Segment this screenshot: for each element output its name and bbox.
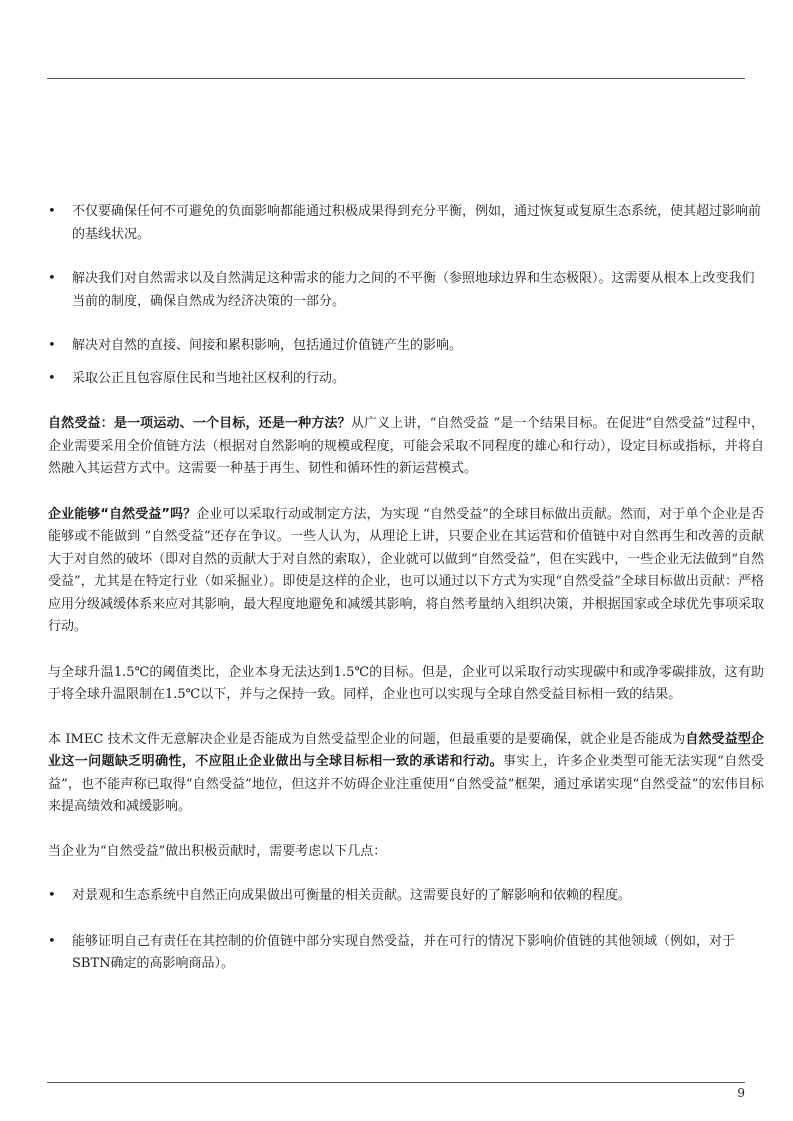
paragraph-emphasis: 自然受益型企业这一问题缺乏明确性，不应阻止企业做出与全球目标相一致的承诺和行动。 — [48, 731, 764, 769]
paragraph-text: 本 IMEC 技术文件无意解决企业是否能成为自然受益型企业的问题，但最重要的是要确保，就企业是否能成为 — [48, 731, 686, 747]
paragraph-text: 企业可以采取行动或制定方法，为实现 “自然受益”的全球目标做出贡献。然而，对于单个企业是否能够或不能做到 “自然受益”还存在争议。一些人认为，从理论上讲，只要企业在其运营和价值链中对自然再生和改善的贡献大于对自然的破坏（即对自然的贡献大于对自然的索取），企业就可以做到“自然受益”，但在实践中，一些企业无法做到“自然受益”，尤其是在特定行业（如采掘业）。即使是这样的企业，也可以通过以下方式为实现“自然受益”全球目标做出贡献：严格应用分级减缓体系来应对其影响，最大程度地避免和减缓其影响，将自然考量纳入组织决策，并根据国家或全球优先事项采取行动。 — [48, 506, 764, 634]
page-body — [48, 201, 764, 976]
paragraph-text: 事实上，许多企业类型可能无法实现“自然受益”，也不能声称已取得“自然受益”地位，但这并不妨碍企业注重使用“自然受益”框架，通过承诺实现“自然受益”的宏伟目标来提高绩效和减缓影响。 — [48, 754, 764, 814]
list-item: • 采取公正且包容原住民和当地社区权利的行动。 — [48, 368, 764, 391]
page-number: 9 — [737, 1086, 745, 1100]
list-item: • 解决我们对自然需求以及自然满足这种需求的能力之间的不平衡（参照地球边界和生态极限）。这需要从根本上改变我们当前的制度，确保自然成为经济决策的一部分。 — [48, 268, 764, 313]
list-item: • 不仅要确保任何不可避免的负面影响都能通过积极成果得到充分平衡，例如，通过恢复或复原生态系统，使其超过影响前的基线状况。 — [48, 201, 764, 246]
paragraph-lead: 自然受益：是一项运动、一个目标，还是一种方法？ — [48, 416, 351, 431]
list-item: • 对景观和生态系统中自然正向成果做出可衡量的相关贡献。这需要良好的了解影响和依赖的程度。 — [48, 885, 764, 908]
paragraph-nature-positive-definition — [48, 413, 764, 481]
list-item: • 解决对自然的直接、间接和累积影响，包括通过价值链产生的影响。 — [48, 335, 764, 358]
paragraph-considerations-intro: 当企业为“自然受益”做出积极贡献时，需要考虑以下几点： — [48, 843, 387, 859]
paragraph-imec-scope — [48, 729, 764, 819]
list-item: • 能够证明自己有责任在其控制的价值链中部分实现自然受益，并在可行的情况下影响价值链的其他领域（例如，对于SBTN确定的高影响商品）。 — [48, 931, 764, 976]
paragraph-can-companies — [48, 504, 764, 639]
footer-rule — [47, 1082, 745, 1083]
paragraph-1-5c-analogy: 与全球升温1.5℃的阈值类比，企业本身无法达到1.5℃的目标。但是，企业可以采取行动实现碳中和或净零碳排放，这有助于将全球升温限制在1.5℃以下，并与之保持一致。同样，企业也可以实现与全球自然受益目标相一致的结果。 — [48, 664, 764, 702]
paragraph-text: 从广义上讲，“自然受益 ”是一个结果目标。在促进“自然受益”过程中，企业需要采用全价值链方法（根据对自然影响的规模或程度，可能会采取不同程度的雄心和行动），设定目标或指标，并将自然融入其运营方式中。这需要一种基于再生、韧性和循环性的新运营模式。 — [48, 416, 764, 476]
paragraph-lead: 企业能够“自然受益”吗？ — [48, 506, 197, 522]
header-rule — [47, 78, 745, 79]
